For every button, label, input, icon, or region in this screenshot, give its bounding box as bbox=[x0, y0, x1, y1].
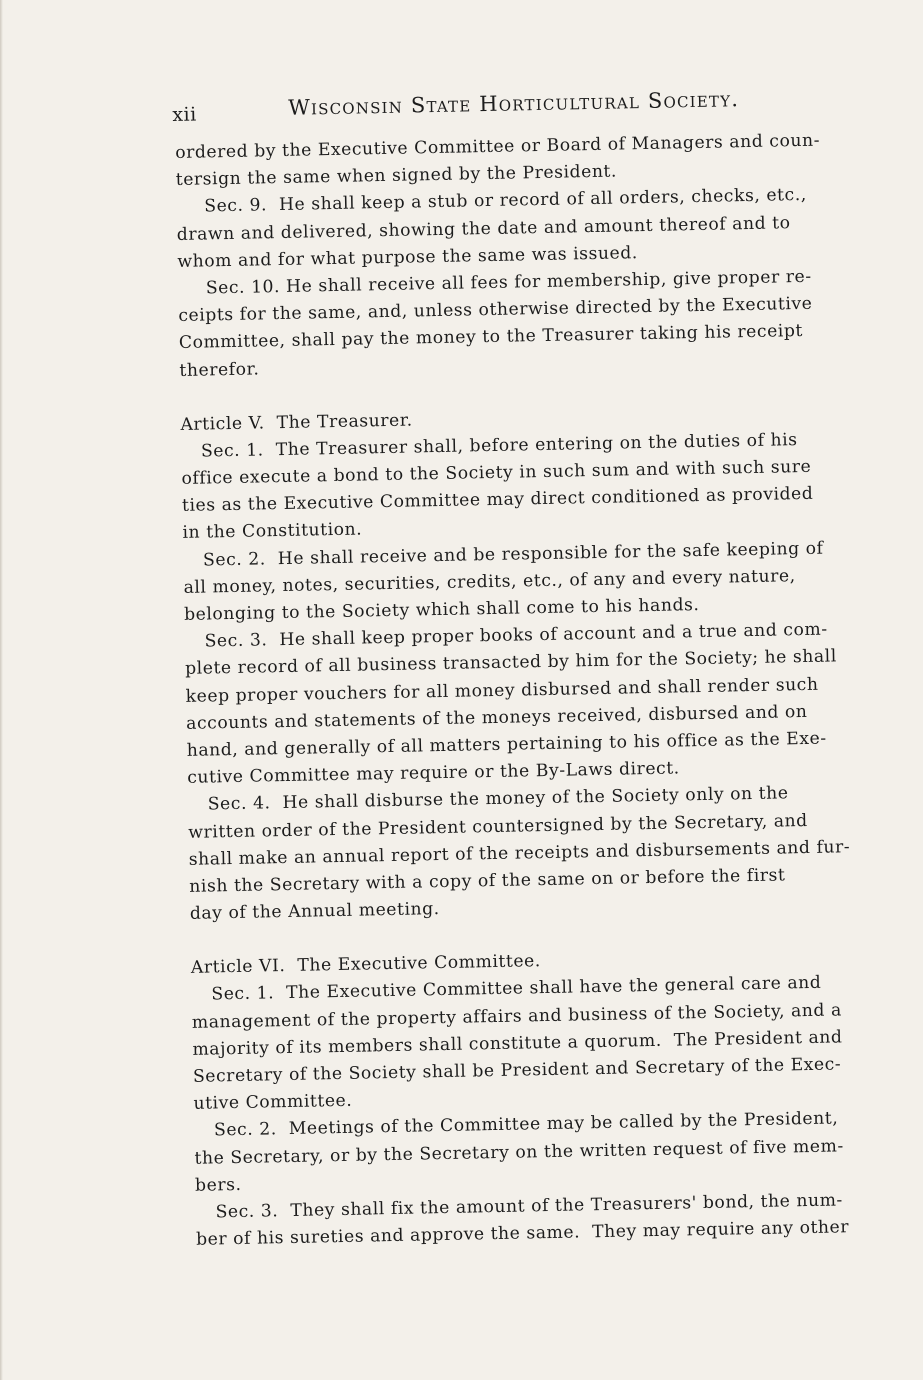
text-line: office execute a bond to the Society in such sum and with such sure bbox=[181, 456, 812, 489]
text-line: Sec. 9. He shall keep a stub or record of all orders, checks, etc., bbox=[204, 185, 807, 217]
text-line: majority of its members shall constitute a quorum. The President and bbox=[192, 1027, 843, 1060]
text-line: ordered by the Executive Committee or Board of Managers and coun- bbox=[175, 130, 821, 163]
paragraph bbox=[183, 534, 884, 629]
text-line: whom and for what purpose the same was issued. bbox=[177, 242, 639, 272]
page-number: xii bbox=[172, 103, 197, 126]
text-line: day of the Annual meeting. bbox=[189, 899, 440, 924]
text-line: therefor. bbox=[179, 358, 260, 381]
paragraph bbox=[188, 779, 890, 928]
text-line: drawn and delivered, showing the date and amount thereof and to bbox=[176, 212, 791, 245]
text-line: plete record of all business transacted by him for the Society; he shall bbox=[184, 646, 838, 680]
text-line: tersign the same when signed by the President. bbox=[175, 161, 618, 191]
paragraph bbox=[176, 181, 877, 276]
text-line: management of the property affairs and business of the Society, and a bbox=[191, 999, 842, 1033]
text-line: Sec. 3. They shall fix the amount of the Treasurers' bond, the num- bbox=[215, 1190, 843, 1223]
text-line: Sec. 2. Meetings of the Committee may be called by the President, bbox=[213, 1108, 839, 1141]
text-line: hand, and generally of all matters pertaining to his office as the Exe- bbox=[186, 728, 827, 761]
text-line: Sec. 2. He shall receive and be responsible for the safe keeping of bbox=[202, 538, 824, 571]
text-line: cutive Committee may require or the By-Laws direct. bbox=[187, 758, 680, 789]
text-line: Article VI. The Executive Committee. bbox=[190, 951, 541, 979]
text-line: Article V. The Treasurer. bbox=[180, 410, 413, 435]
text-line: Sec. 1. The Executive Committee shall have the general care and bbox=[211, 973, 822, 1005]
text-line: bers. bbox=[194, 1174, 242, 1196]
text-line: accounts and statements of the moneys received, disbursed and on bbox=[186, 701, 808, 734]
paragraph bbox=[178, 262, 880, 384]
page-edge bbox=[0, 0, 3, 1380]
text-line: keep proper vouchers for all money disbursed and shall render such bbox=[185, 674, 819, 707]
text-line: Sec. 1. The Treasurer shall, before entering on the duties of his bbox=[200, 429, 798, 462]
text-line: Committee, shall pay the money to the Treasurer taking his receipt bbox=[178, 321, 804, 354]
text-line: shall make an annual report of the receipts and disbursements and fur- bbox=[188, 836, 851, 870]
text-line: belonging to the Society which shall come to his hands. bbox=[183, 595, 700, 625]
text-line: Secretary of the Society shall be President and Secretary of the Exec- bbox=[192, 1054, 842, 1087]
paragraph bbox=[191, 969, 893, 1118]
page-header bbox=[172, 86, 772, 126]
text-line: all money, notes, securities, credits, etc., of any and every nature, bbox=[183, 565, 796, 598]
text-line: in the Constitution. bbox=[182, 519, 363, 544]
text-line: written order of the President countersigned by the Secretary, and bbox=[188, 810, 808, 843]
paragraph bbox=[184, 616, 887, 793]
text-line: the Secretary, or by the Secretary on the written request of five mem- bbox=[194, 1135, 844, 1169]
text-line: ber of his sureties and approve the same. They may require any other bbox=[195, 1217, 850, 1250]
running-title: Wisconsin State Horticultural Society. bbox=[287, 87, 740, 120]
text-line: Sec. 3. He shall keep proper books of account and a true and com- bbox=[204, 619, 828, 652]
paragraph bbox=[181, 425, 883, 547]
text-line: Sec. 4. He shall disburse the money of the Society only on the bbox=[207, 783, 789, 815]
body-text bbox=[175, 127, 896, 1255]
paragraph bbox=[194, 1105, 895, 1200]
text-line: Sec. 10. He shall receive all fees for membership, give proper re- bbox=[205, 266, 812, 299]
text-line: ceipts for the same, and, unless otherwise directed by the Executive bbox=[178, 293, 813, 327]
text-line: utive Committee. bbox=[193, 1090, 353, 1115]
text-line: nish the Secretary with a copy of the same on or before the first bbox=[189, 865, 786, 897]
text-line: ties as the Executive Committee may direct conditioned as provided bbox=[181, 484, 814, 517]
